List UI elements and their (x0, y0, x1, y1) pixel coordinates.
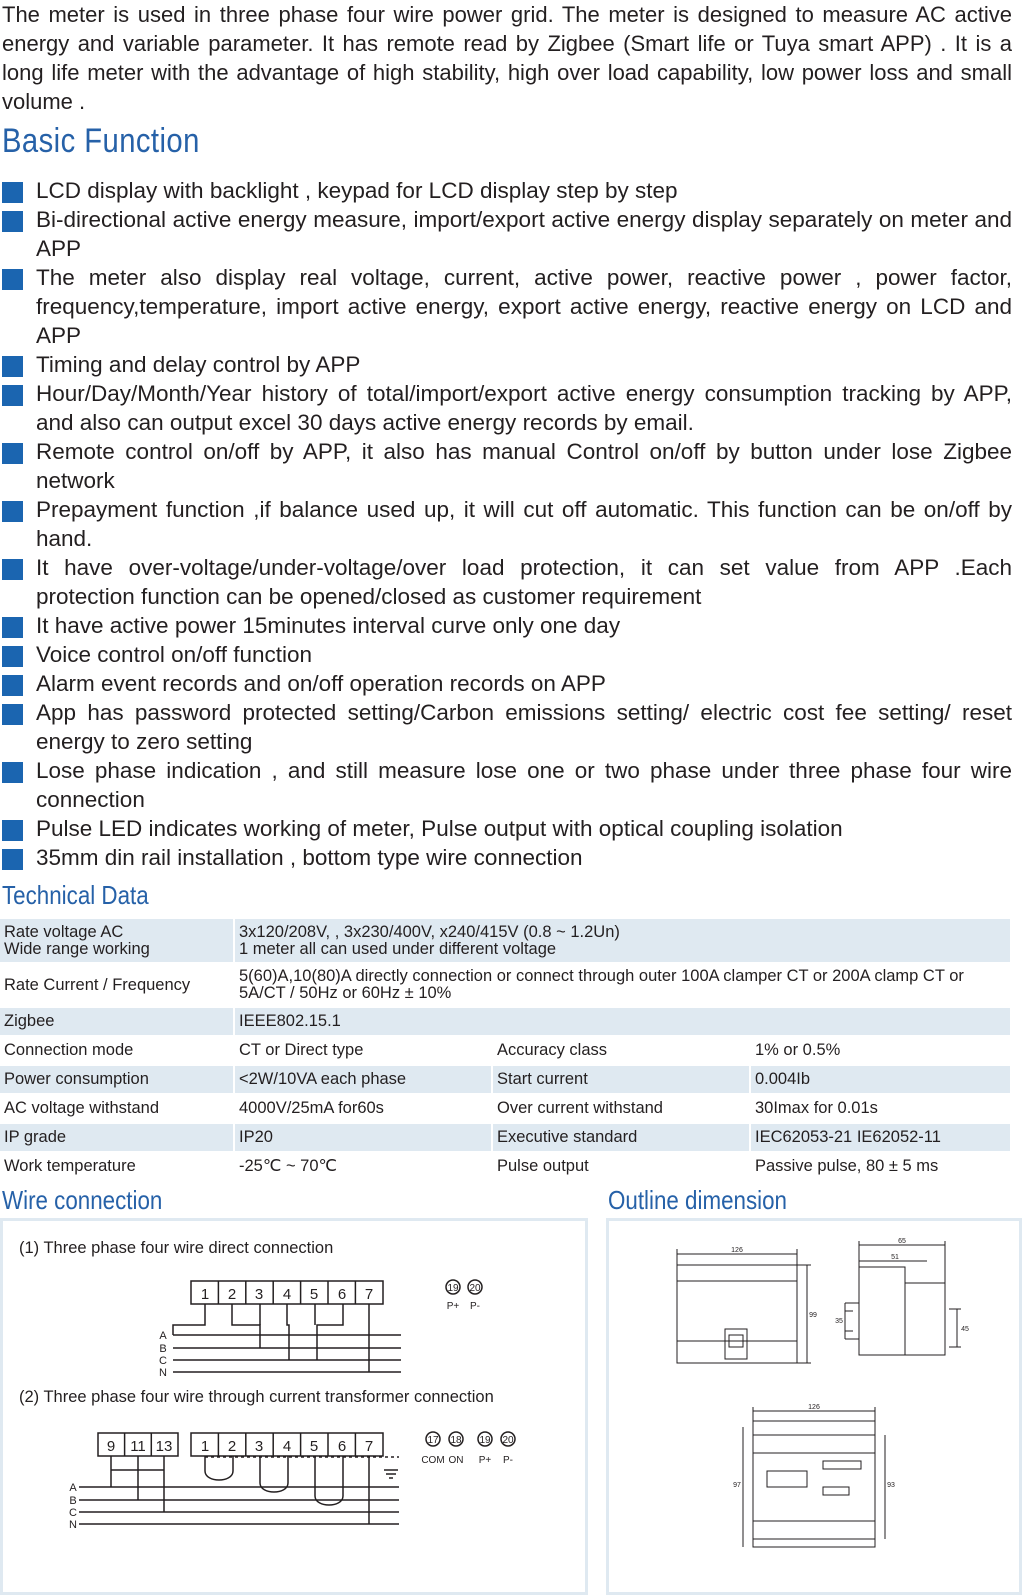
rate-voltage-label (0, 919, 234, 963)
terminal-label: 7 (364, 1286, 374, 1303)
terminal-label: 5 (309, 1286, 319, 1303)
phase-label: N (159, 1367, 167, 1379)
cell-label: Connection mode (0, 1036, 234, 1065)
dimension-label: 99 (809, 1312, 817, 1319)
function-item-text: Timing and delay control by APP (36, 352, 361, 377)
table-row (0, 1007, 1010, 1036)
rate-voltage-value (234, 919, 1010, 963)
bullet-square-icon (2, 820, 23, 841)
dimension-label: 97 (733, 1482, 741, 1489)
bullet-square-icon (2, 675, 23, 696)
rate-current-value-1: 5(60)A,10(80)A directly connection or connect through outer 100A clamper CT or 200A clamp CT or (239, 967, 964, 985)
function-item (2, 669, 1012, 698)
phase-label: A (159, 1330, 167, 1342)
cell-value: -25℃ ~ 70℃ (234, 1152, 492, 1181)
bottom-view (753, 1421, 875, 1547)
function-item (2, 379, 1012, 437)
diagram1-label: (1) Three phase four wire direct connection (19, 1239, 334, 1257)
io-terminal: 20 (502, 1435, 514, 1446)
function-item (2, 640, 1012, 669)
outline-dimension-panel (606, 1218, 1022, 1595)
cell-label: Work temperature (0, 1152, 234, 1181)
io-terminal: 17 (427, 1435, 439, 1446)
cell-value: IP20 (234, 1123, 492, 1152)
io-terminal: 18 (450, 1435, 462, 1446)
function-item (2, 176, 1012, 205)
function-item (2, 843, 1012, 872)
terminal-label: 3 (254, 1438, 264, 1455)
pulse-label: P+ (446, 1301, 460, 1312)
io-label: P- (503, 1455, 513, 1466)
cell-value: 30Imax for 0.01s (750, 1094, 1010, 1123)
cell-value: 4000V/25mA for60s (234, 1094, 492, 1123)
function-item-text: Alarm event records and on/off operation records on APP (36, 671, 606, 696)
rate-voltage-value-2: 1 meter all can used under different voltage (239, 939, 557, 958)
dimension-label: 126 (731, 1247, 743, 1254)
bullet-square-icon (2, 617, 23, 638)
function-item-text: The meter also display real voltage, current, active power, reactive power , power factor, frequency,temperature, import active energy, export active energy, reactive energy on LCD and APP (36, 265, 1012, 348)
cell-label: Accuracy class (492, 1036, 750, 1065)
cell-value: <2W/10VA each phase (234, 1065, 492, 1094)
bullet-square-icon (2, 501, 23, 522)
terminal-label: 11 (130, 1438, 146, 1455)
rate-voltage-label-2: Wide range working (4, 939, 150, 958)
rate-current-value (234, 963, 1010, 1007)
phase-label: A (69, 1482, 77, 1494)
phase-label: B (69, 1495, 77, 1507)
outline-drawing (609, 1221, 1019, 1592)
bullet-square-icon (2, 849, 23, 870)
cell-label: IP grade (0, 1123, 234, 1152)
table-row (0, 1123, 1010, 1152)
intro-paragraph: The meter is used in three phase four wire power grid. The meter is designed to measure AC active energy and variable parameter. It has remote read by Zigbee (Smart life or Tuya smart APP) . It is a long life meter with the advantage of high stability, high over load capability, low power loss and small volume . (2, 2, 1012, 114)
bullet-square-icon (2, 356, 23, 377)
function-item-text: It have over-voltage/under-voltage/over load protection, it can set value from APP .Each protection function can be opened/closed as customer requirement (36, 555, 1012, 609)
bullet-square-icon (2, 646, 23, 667)
bullet-square-icon (2, 211, 23, 232)
dimension-label: 35 (835, 1318, 843, 1325)
rate-current-label: Rate Current / Frequency (0, 963, 234, 1007)
function-item (2, 698, 1012, 756)
io-label: COM (421, 1455, 445, 1466)
function-item-text: Bi-directional active energy measure, import/export active energy display separately on meter and APP (36, 207, 1012, 261)
pulse-label: P- (470, 1301, 480, 1312)
bullet-square-icon (2, 704, 23, 725)
terminal-label: 2 (227, 1438, 237, 1455)
diagram2-label: (2) Three phase four wire through current transformer connection (19, 1388, 494, 1406)
io-label: P+ (478, 1455, 492, 1466)
terminal-label: 6 (337, 1438, 347, 1455)
function-item-text: App has password protected setting/Carbon emissions setting/ electric cost fee setting/ reset energy to zero setting (36, 700, 1012, 754)
function-item (2, 814, 1012, 843)
dimension-label: 126 (808, 1404, 820, 1411)
function-item-text: It have active power 15minutes interval curve only one day (36, 613, 621, 638)
function-item (2, 756, 1012, 814)
terminal-label: 6 (337, 1286, 347, 1303)
technical-data-heading: Technical Data (2, 880, 149, 910)
terminal-label: 5 (309, 1438, 319, 1455)
rate-voltage-value-1: 3x120/208V, , 3x230/400V, x240/415V (0.8 ~ 1.2Un) (239, 922, 620, 941)
function-item-text: Prepayment function ,if balance used up, it will cut off automatic. This function can be on/off by hand. (36, 497, 1012, 551)
terminal-label: 13 (155, 1438, 173, 1455)
function-item-text: Remote control on/off by APP, it also has manual Control on/off by button under lose Zigbee network (36, 439, 1012, 493)
wiring-diagram (3, 1221, 585, 1592)
wire-connection-heading: Wire connection (2, 1185, 163, 1215)
terminal-label: 3 (254, 1286, 264, 1303)
function-item-text: Voice control on/off function (36, 642, 313, 667)
cell-label: Start current (492, 1065, 750, 1094)
cell-label: Pulse output (492, 1152, 750, 1181)
terminal-label: 2 (227, 1286, 237, 1303)
bullet-square-icon (2, 559, 23, 580)
table-row (0, 1094, 1010, 1123)
pulse-terminal: 19 (447, 1283, 459, 1294)
table-row (0, 1065, 1010, 1094)
bullet-square-icon (2, 385, 23, 406)
table-row (0, 963, 1010, 1007)
function-item (2, 263, 1012, 350)
bullet-square-icon (2, 182, 23, 203)
cell-label: AC voltage withstand (0, 1094, 234, 1123)
function-item (2, 495, 1012, 553)
io-label: ON (448, 1455, 464, 1466)
cell-value: 1% or 0.5% (750, 1036, 1010, 1065)
function-item-text: LCD display with backlight , keypad for LCD display step by step (36, 178, 678, 203)
cell-label: Executive standard (492, 1123, 750, 1152)
terminal-label: 4 (282, 1286, 292, 1303)
terminal-label: 7 (364, 1438, 374, 1455)
bullet-square-icon (2, 762, 23, 783)
dimension-label: 45 (961, 1326, 969, 1333)
table-row (0, 1152, 1010, 1181)
rate-current-value-2: 5A/CT / 50Hz or 60Hz ± 10% (239, 984, 452, 1002)
pulse-terminal: 20 (469, 1283, 481, 1294)
dimension-label: 93 (887, 1482, 895, 1489)
dimension-label: 65 (898, 1238, 906, 1245)
function-item-text: Hour/Day/Month/Year history of total/import/export active energy consumption tracking by APP, and also can output excel 30 days active energy records by email. (36, 381, 1012, 435)
basic-function-heading: Basic Function (2, 122, 200, 160)
phase-label: C (159, 1355, 167, 1367)
terminal-label: 1 (200, 1286, 210, 1303)
rate-voltage-label-1: Rate voltage AC (4, 922, 124, 941)
bullet-square-icon (2, 269, 23, 290)
outline-dimension-heading: Outline dimension (608, 1185, 787, 1215)
phase-label: N (69, 1519, 77, 1531)
technical-data-table (0, 919, 1010, 1182)
cell-value: IEC62053-21 IE62052-11 (750, 1123, 1010, 1152)
zigbee-label: Zigbee (0, 1007, 234, 1036)
basic-function-list (2, 176, 1012, 872)
function-item (2, 553, 1012, 611)
wire-connection-panel (0, 1218, 588, 1595)
terminal-label: 9 (106, 1438, 116, 1455)
side-view (859, 1267, 945, 1355)
function-item (2, 350, 1012, 379)
terminal-label: 4 (282, 1438, 292, 1455)
cell-label: Power consumption (0, 1065, 234, 1094)
table-row (0, 919, 1010, 963)
io-terminal: 19 (479, 1435, 491, 1446)
phase-label: C (69, 1507, 77, 1519)
cell-value: Passive pulse, 80 ± 5 ms (750, 1152, 1010, 1181)
function-item-text: 35mm din rail installation , bottom type wire connection (36, 845, 583, 870)
zigbee-value: IEEE802.15.1 (234, 1007, 1010, 1036)
cell-label: Over current withstand (492, 1094, 750, 1123)
function-item-text: Pulse LED indicates working of meter, Pulse output with optical coupling isolation (36, 816, 843, 841)
function-item-text: Lose phase indication , and still measure lose one or two phase under three phase four wire connection (36, 758, 1012, 812)
bullet-square-icon (2, 443, 23, 464)
cell-value: 0.004Ib (750, 1065, 1010, 1094)
dimension-label: 51 (891, 1254, 899, 1261)
table-row (0, 1036, 1010, 1065)
function-item (2, 437, 1012, 495)
function-item (2, 205, 1012, 263)
terminal-label: 1 (200, 1438, 210, 1455)
front-view (677, 1265, 797, 1363)
cell-value: CT or Direct type (234, 1036, 492, 1065)
phase-label: B (159, 1343, 167, 1355)
function-item (2, 611, 1012, 640)
